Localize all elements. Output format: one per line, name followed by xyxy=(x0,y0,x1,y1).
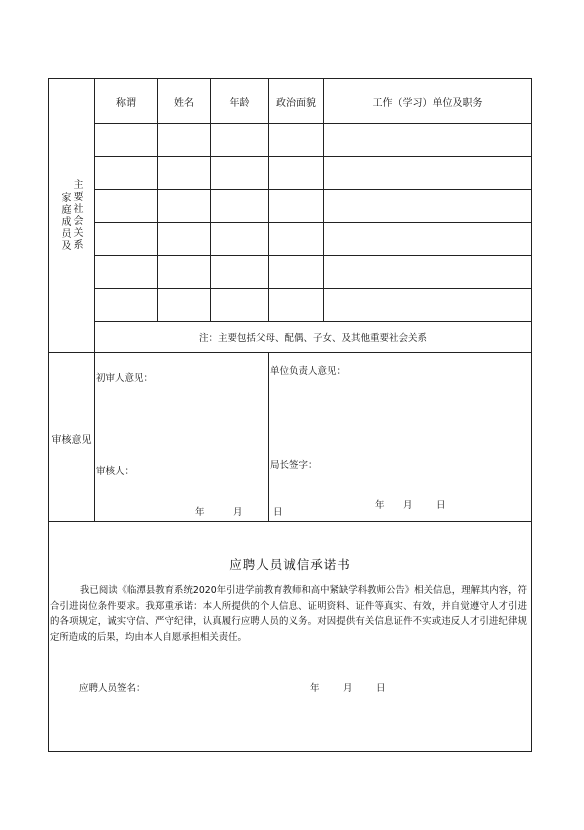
unit-opinion-label: 单位负责人意见： xyxy=(270,366,347,377)
family-row xyxy=(49,289,532,322)
pledge-month: 月 xyxy=(343,683,353,694)
review-row xyxy=(49,353,532,522)
work-unit-cell[interactable] xyxy=(324,157,532,190)
relation-cell[interactable] xyxy=(95,124,158,157)
reviewer-label: 审核人： xyxy=(96,466,135,477)
relation-cell[interactable] xyxy=(95,223,158,256)
pledge-day: 日 xyxy=(376,683,386,694)
work-unit-cell[interactable] xyxy=(324,190,532,223)
name-cell[interactable] xyxy=(158,124,211,157)
age-cell[interactable] xyxy=(211,190,269,223)
pledge-row xyxy=(49,522,532,752)
review-day: 日 xyxy=(273,507,283,518)
family-row xyxy=(49,124,532,157)
registration-form-table xyxy=(48,78,532,752)
name-cell[interactable] xyxy=(158,256,211,289)
family-note-row xyxy=(49,322,532,353)
political-status-cell[interactable] xyxy=(269,190,324,223)
work-unit-cell[interactable] xyxy=(324,256,532,289)
work-unit-cell[interactable] xyxy=(324,124,532,157)
family-label-left: 家庭成员及 xyxy=(61,192,72,252)
work-unit-cell[interactable] xyxy=(324,223,532,256)
unit-month: 月 xyxy=(403,500,413,511)
review-year: 年 xyxy=(195,507,205,518)
family-row xyxy=(49,190,532,223)
political-status-cell[interactable] xyxy=(269,223,324,256)
review-label-text: 审核意见 xyxy=(51,434,92,446)
age-cell[interactable] xyxy=(211,256,269,289)
name-cell[interactable] xyxy=(158,190,211,223)
pledge-title: 应聘人员诚信承诺书 xyxy=(229,557,351,572)
header-work-unit: 工作（学习）单位及职务 xyxy=(324,79,532,124)
age-cell[interactable] xyxy=(211,157,269,190)
family-label-right: 主要社会关系 xyxy=(73,179,84,251)
initial-review-cell[interactable] xyxy=(95,353,283,522)
relation-cell[interactable] xyxy=(95,190,158,223)
director-sign-label: 局长签字： xyxy=(270,460,318,471)
unit-year: 年 xyxy=(375,500,385,511)
initial-opinion-label: 初审人意见： xyxy=(96,373,154,384)
political-status-cell[interactable] xyxy=(269,157,324,190)
relation-cell[interactable] xyxy=(95,289,158,322)
family-row xyxy=(49,223,532,256)
unit-review-cell[interactable] xyxy=(269,353,532,522)
header-relation: 称谓 xyxy=(95,79,158,124)
age-cell[interactable] xyxy=(211,124,269,157)
header-age: 年龄 xyxy=(211,79,269,124)
relation-cell[interactable] xyxy=(95,157,158,190)
family-note: 注：主要包括父母、配偶、子女、及其他重要社会关系 xyxy=(95,322,532,353)
family-row xyxy=(49,157,532,190)
applicant-signature-label: 应聘人员签名： xyxy=(79,683,146,694)
header-political-status: 政治面貌 xyxy=(269,79,324,124)
family-row xyxy=(49,256,532,289)
age-cell[interactable] xyxy=(211,223,269,256)
relation-cell[interactable] xyxy=(95,256,158,289)
review-month: 月 xyxy=(233,507,243,518)
name-cell[interactable] xyxy=(158,223,211,256)
political-status-cell[interactable] xyxy=(269,289,324,322)
unit-day: 日 xyxy=(436,500,446,511)
family-section-label xyxy=(49,79,95,353)
pledge-body xyxy=(50,583,527,645)
age-cell[interactable] xyxy=(211,289,269,322)
political-status-cell[interactable] xyxy=(269,124,324,157)
pledge-body-text: 我已阅读《临潭县教育系统2020年引进学前教育教师和高中紧缺学科教师公告》相关信息，理解其内容，符合引进岗位条件要求。我郑重承诺：本人所提供的个人信息、证明资料、证件等真实、有效，并自觉遵守人才引进的各项规定，诚实守信、严守纪律，认真履行应聘人员的义务。对因提供有关信息证件不实或违反人才引进纪律规定所造成的后果，均由本人自愿承担相关责任。 xyxy=(50,585,527,643)
header-name: 姓名 xyxy=(158,79,211,124)
political-status-cell[interactable] xyxy=(269,256,324,289)
name-cell[interactable] xyxy=(158,157,211,190)
name-cell[interactable] xyxy=(158,289,211,322)
family-header-row xyxy=(49,79,532,124)
pledge-cell xyxy=(49,522,532,752)
pledge-year: 年 xyxy=(310,683,320,694)
review-section-label xyxy=(49,353,95,522)
work-unit-cell[interactable] xyxy=(324,289,532,322)
